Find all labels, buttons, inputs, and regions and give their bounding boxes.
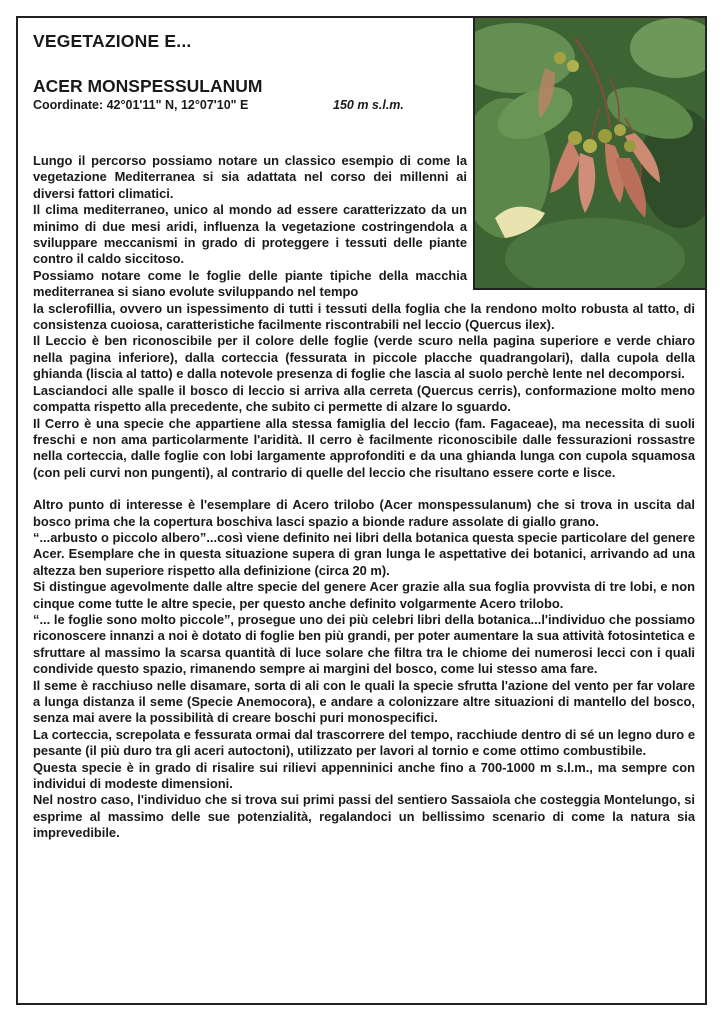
paragraph: Nel nostro caso, l'individuo che si trova sui primi passi del sentiero Sassaiola che costeggia Montelungo, si esprime al massimo delle sue potenzialità, regalandoci un bellissimo scenario di come la natura sia imprevedibile. bbox=[33, 792, 695, 841]
species-name: ACER MONSPESSULANUM bbox=[33, 76, 263, 96]
paragraph: la sclerofillia, ovvero un ispessimento di tutti i tessuti della foglia che la rendono molto robusta al tatto, di consistenza cuoiosa, caratteristiche facilmente riscontrabili nel leccio (Quercus ilex). bbox=[33, 300, 695, 333]
paragraph: Si distingue agevolmente dalle altre specie del genere Acer grazie alla sua foglia provvista di tre lobi, e non cinque come tutte le altre specie, per questo anche definito volgarmente Acero trilobo. bbox=[33, 579, 695, 611]
altitude-text: 150 m s.l.m. bbox=[333, 98, 404, 112]
body-text bbox=[33, 153, 695, 842]
paragraph: Il seme è racchiuso nelle disamare, sorta di ali con le quali la specie sfrutta l'azione del vento per far volare a lunga distanza il seme (Specie Anemocora), e andare a colonizzare altre situazioni di mantello del bosco, senza mai avere la possibilità di creare boschi puri monospecifici. bbox=[33, 677, 695, 726]
coordinates-text: Coordinate: 42°01'11" N, 12°07'10" E bbox=[33, 98, 249, 112]
paragraph: Questa specie è in grado di risalire sui rilievi appenninici anche fino a 700-1000 m s.l.m., ma sempre con individui di modeste dimensioni. bbox=[33, 759, 695, 792]
paragraph: Il clima mediterraneo, unico al mondo ad essere caratterizzato da un minimo di due mesi aridi, influenza la vegetazione costringendola a sviluppare meccanismi in grado di proteggere i tessuti delle piante contro il caldo siccitoso. bbox=[33, 202, 467, 267]
paragraph: La corteccia, screpolata e fessurata ormai dal trascorrere del tempo, racchiude dentro di sé un legno duro e pesante (il più duro tra gli aceri autoctoni), utilizzato per lavori al tornio e come ottimo combustibile. bbox=[33, 726, 695, 759]
paragraph: Il Cerro è una specie che appartiene alla stessa famiglia del leccio (fam. Fagaceae), ma necessita di suoli freschi e non ama particolarmente l'aridità. Il cerro è facilmente riconoscibile dalle fessurazioni rossastre nella corteccia, dalle foglie con lobi largamente approfonditi e da una ghianda lunga con cupola squamosa (con peli curvi non pungenti), al contrario di quelle del leccio che risultano essere corte e lisce. bbox=[33, 415, 695, 480]
paragraph: “... le foglie sono molto piccole”, prosegue uno dei più celebri libri della botanica...l'individuo che possiamo riconoscere innanzi a noi è dotato di foglie ben più grandi, per poter aumentare la sua attività fotosintetica e sfruttare al massimo la scarsa quantità di luce solare che filtra tra le chiome dei numerosi lecci con i quali condivide questo spazio, rimanendo sempre ai margini del bosco, come lui stesso ama fare. bbox=[33, 611, 695, 677]
paragraph: Lungo il percorso possiamo notare un classico esempio di come la vegetazione Mediterranea si sia adattata nel corso dei millenni ai diversi fattori climatici. bbox=[33, 153, 467, 201]
page-title: VEGETAZIONE E... bbox=[33, 31, 192, 51]
paragraph: Il Leccio è ben riconoscibile per il colore delle foglie (verde scuro nella pagina superiore e verde chiaro nella pagina inferiore), dalla corteccia (fessurata in piccole placche quadrangolari), dalla cupola della ghianda (liscia al tatto) e dalla notevole presenza di foglie che lascia al suolo perchè lente nel decomporsi. bbox=[33, 333, 695, 382]
paragraph: “...arbusto o piccolo albero”...così viene definito nei libri della botanica questa specie particolare del genere Acer. Esemplare che in questa situazione supera di gran lunga le aspettative dei botanici, arrivando ad una altezza ben superiore rispetto alla definizione (circa 20 m). bbox=[33, 529, 695, 578]
paragraph: Possiamo notare come le foglie delle piante tipiche della macchia mediterranea si siano evolute sviluppando nel tempo bbox=[33, 267, 467, 300]
paragraph: Lasciandoci alle spalle il bosco di leccio si arriva alla cerreta (Quercus cerris), conformazione molto meno compatta rispetto alla precedente, che subito ci permette di alzare lo sguardo. bbox=[33, 382, 695, 415]
paragraph: Altro punto di interesse è l'esemplare di Acero trilobo (Acer monspessulanum) che si trova in uscita dal bosco prima che la copertura boschiva lasci spazio a bionde radure assolate di giallo grano. bbox=[33, 497, 695, 529]
